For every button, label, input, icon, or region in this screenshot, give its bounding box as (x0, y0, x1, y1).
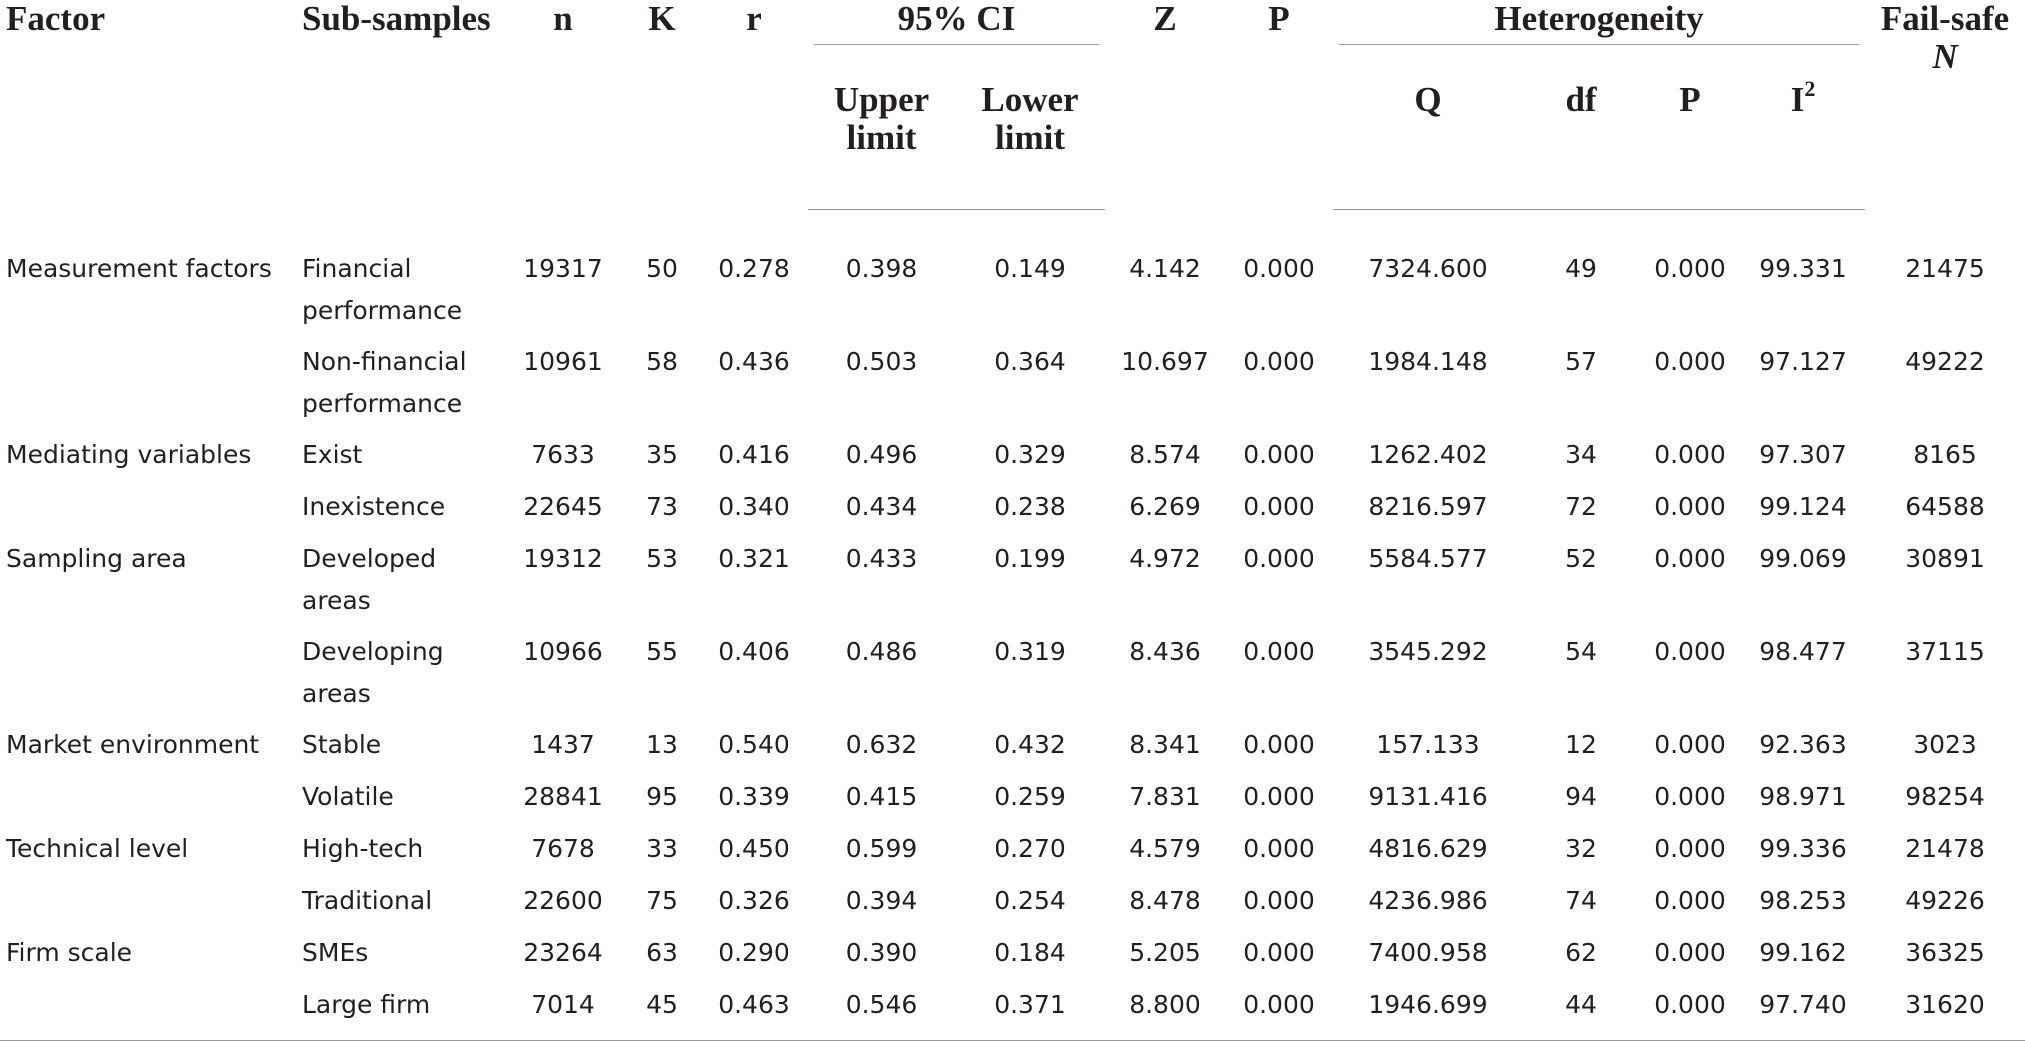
cell-n: 1437 (531, 729, 595, 759)
cell-q: 5584.577 (1368, 543, 1488, 573)
cell-ci-upper: 0.632 (845, 729, 918, 759)
table-row (0, 932, 2025, 984)
header-n: n (553, 0, 573, 38)
cell-p: 0.000 (1243, 885, 1315, 915)
cell-ci-upper: 0.394 (845, 885, 918, 915)
cell-ci-lower: 0.371 (955, 984, 1105, 1041)
cell-subsample: Volatile (302, 781, 394, 811)
cell-q: 9131.416 (1368, 781, 1488, 811)
cell-factor (0, 486, 296, 538)
header-ci (808, 0, 1105, 45)
cell-failsafe-n: 31620 (1865, 984, 2025, 1041)
cell-het-p: 0.000 (1654, 254, 1726, 283)
cell-z: 10.697 (1121, 346, 1209, 376)
header-r: r (746, 0, 762, 38)
header-failsafe (1865, 0, 2025, 210)
cell-r: 0.406 (718, 636, 790, 666)
table-row (0, 828, 2025, 880)
cell-i2: 98.253 (1759, 885, 1847, 915)
cell-factor: Sampling area (6, 543, 187, 573)
cell-ci-upper: 0.503 (845, 346, 918, 376)
cell-p: 0.000 (1225, 984, 1333, 1041)
cell-factor (0, 984, 296, 1041)
cell-subsample: Inexistence (302, 491, 446, 521)
cell-k: 58 (646, 346, 678, 376)
cell-het-p: 0.000 (1654, 781, 1726, 811)
header-ci-label: 95% CI (814, 0, 1099, 45)
cell-ci-upper: 0.486 (845, 636, 918, 666)
cell-df: 57 (1565, 346, 1597, 376)
cell-p: 0.000 (1243, 346, 1315, 376)
cell-subsample: Large firm (296, 984, 502, 1041)
header-i2-base: I (1790, 80, 1805, 119)
cell-k: 55 (646, 636, 678, 666)
cell-het-p: 0.000 (1654, 636, 1726, 666)
cell-r: 0.321 (718, 543, 790, 573)
header-heterogeneity (1333, 0, 1865, 45)
cell-subsample: SMEs (302, 937, 369, 967)
cell-factor: Firm scale (6, 937, 133, 967)
header-ci-upper: Upper limit (808, 45, 955, 210)
cell-k: 75 (646, 885, 678, 915)
cell-p: 0.000 (1243, 636, 1315, 666)
cell-subsample: Traditional (302, 885, 433, 915)
cell-df: 62 (1565, 937, 1597, 967)
cell-df: 44 (1523, 984, 1639, 1041)
header-het-p: P (1639, 45, 1741, 210)
cell-subsample: Financial performance (302, 253, 463, 325)
cell-k: 35 (646, 439, 678, 469)
cell-subsample: High-tech (302, 833, 424, 863)
cell-z: 8.574 (1129, 439, 1201, 469)
cell-subsample: Non-financial performance (302, 346, 467, 418)
cell-k: 95 (646, 781, 678, 811)
cell-r: 0.326 (718, 885, 790, 915)
cell-p: 0.000 (1243, 253, 1315, 283)
cell-factor (0, 776, 296, 828)
cell-het-p: 0.000 (1654, 729, 1726, 759)
header-q: Q (1333, 45, 1523, 210)
cell-i2: 98.477 (1759, 636, 1847, 666)
cell-ci-lower: 0.149 (994, 254, 1066, 283)
header-ci-lower: Lower limit (955, 45, 1105, 210)
cell-failsafe-n: 3023 (1913, 729, 1977, 759)
header-p: P (1268, 0, 1290, 38)
cell-n: 28841 (523, 781, 603, 811)
cell-failsafe-n: 8165 (1913, 439, 1977, 469)
cell-ci-upper: 0.434 (845, 491, 918, 521)
cell-i2: 99.331 (1759, 254, 1847, 283)
cell-q: 1262.402 (1368, 439, 1488, 469)
cell-factor (0, 880, 296, 932)
cell-p: 0.000 (1243, 439, 1315, 469)
cell-ci-lower: 0.364 (994, 346, 1066, 376)
table-row (0, 210, 2025, 341)
cell-het-p: 0.000 (1639, 984, 1741, 1041)
cell-k: 53 (646, 543, 678, 573)
table-row (0, 434, 2025, 486)
cell-het-p: 0.000 (1654, 543, 1726, 573)
cell-q: 7324.600 (1368, 254, 1488, 283)
cell-i2: 97.307 (1759, 439, 1847, 469)
cell-i2: 98.971 (1759, 781, 1847, 811)
cell-r: 0.290 (718, 937, 790, 967)
header-failsafe-n: N (1932, 37, 1958, 76)
cell-z: 4.142 (1129, 253, 1201, 283)
cell-n: 19317 (523, 253, 603, 283)
cell-z: 8.436 (1129, 636, 1201, 666)
table-row (0, 880, 2025, 932)
cell-i2: 99.336 (1759, 833, 1847, 863)
table-row (0, 631, 2025, 724)
header-i2 (1741, 45, 1865, 210)
cell-p: 0.000 (1243, 491, 1315, 521)
cell-r: 0.416 (718, 439, 790, 469)
cell-failsafe-n: 36325 (1905, 937, 1985, 967)
cell-r: 0.339 (718, 781, 790, 811)
cell-het-p: 0.000 (1654, 491, 1726, 521)
cell-factor: Technical level (6, 833, 189, 863)
cell-n: 22600 (523, 885, 603, 915)
cell-n: 10961 (523, 346, 603, 376)
cell-df: 34 (1565, 439, 1597, 469)
cell-subsample: Stable (302, 729, 382, 759)
cell-z: 4.972 (1129, 543, 1201, 573)
cell-factor: Measurement factors (6, 253, 272, 283)
cell-failsafe-n: 98254 (1905, 781, 1985, 811)
header-factor: Factor (6, 0, 106, 38)
cell-r: 0.436 (718, 346, 790, 376)
table-row (0, 341, 2025, 434)
table-row (0, 538, 2025, 631)
cell-n: 7678 (531, 833, 595, 863)
cell-het-p: 0.000 (1654, 833, 1726, 863)
header-heterogeneity-label: Heterogeneity (1339, 0, 1859, 45)
cell-i2: 99.124 (1759, 491, 1847, 521)
cell-het-p: 0.000 (1654, 439, 1726, 469)
cell-k: 33 (646, 833, 678, 863)
cell-z: 8.800 (1105, 984, 1225, 1041)
header-failsafe-label: Fail-safe (1880, 0, 2010, 38)
cell-failsafe-n: 21475 (1905, 253, 1985, 283)
cell-z: 6.269 (1129, 491, 1201, 521)
cell-i2: 97.127 (1759, 346, 1847, 376)
cell-ci-upper: 0.415 (845, 781, 918, 811)
cell-ci-upper: 0.398 (845, 254, 918, 283)
cell-df: 72 (1565, 491, 1597, 521)
cell-q: 3545.292 (1368, 636, 1488, 666)
table-row (0, 486, 2025, 538)
cell-df: 94 (1565, 781, 1597, 811)
cell-k: 73 (646, 491, 678, 521)
cell-ci-lower: 0.238 (994, 491, 1066, 521)
cell-n: 10966 (523, 636, 603, 666)
cell-ci-lower: 0.319 (994, 636, 1066, 666)
cell-q: 8216.597 (1368, 491, 1488, 521)
cell-p: 0.000 (1243, 781, 1315, 811)
header-df: df (1523, 45, 1639, 210)
cell-het-p: 0.000 (1654, 346, 1726, 376)
cell-i2: 99.162 (1759, 937, 1847, 967)
cell-ci-lower: 0.184 (994, 937, 1066, 967)
cell-z: 4.579 (1129, 833, 1201, 863)
cell-q: 4236.986 (1368, 885, 1488, 915)
cell-df: 32 (1565, 833, 1597, 863)
cell-k: 50 (646, 253, 678, 283)
cell-failsafe-n: 49222 (1905, 346, 1985, 376)
cell-n: 7633 (531, 439, 595, 469)
cell-factor: Mediating variables (6, 439, 252, 469)
cell-failsafe-n: 21478 (1905, 833, 1985, 863)
cell-failsafe-n: 64588 (1905, 491, 1985, 521)
cell-p: 0.000 (1243, 937, 1315, 967)
cell-q: 1946.699 (1333, 984, 1523, 1041)
cell-ci-lower: 0.254 (994, 885, 1066, 915)
header-z: Z (1153, 0, 1177, 38)
cell-df: 52 (1565, 543, 1597, 573)
cell-failsafe-n: 30891 (1905, 543, 1985, 573)
cell-r: 0.540 (718, 729, 790, 759)
cell-n: 22645 (523, 491, 603, 521)
cell-p: 0.000 (1243, 833, 1315, 863)
table-row (0, 984, 2025, 1041)
cell-ci-upper: 0.433 (845, 543, 918, 573)
cell-n: 7014 (502, 984, 624, 1041)
cell-ci-upper: 0.496 (845, 439, 918, 469)
header-subsamples: Sub-samples (302, 0, 491, 38)
cell-ci-lower: 0.270 (994, 833, 1066, 863)
cell-k: 13 (646, 729, 678, 759)
header-k: K (648, 0, 676, 38)
header-i2-sup: 2 (1804, 76, 1816, 102)
cell-p: 0.000 (1243, 543, 1315, 573)
cell-i2: 92.363 (1759, 729, 1847, 759)
cell-ci-upper: 0.390 (845, 937, 918, 967)
cell-subsample: Developed areas (302, 543, 437, 615)
cell-q: 4816.629 (1368, 833, 1488, 863)
cell-df: 74 (1565, 885, 1597, 915)
cell-p: 0.000 (1243, 729, 1315, 759)
cell-r: 0.340 (718, 491, 790, 521)
cell-df: 54 (1565, 636, 1597, 666)
cell-n: 19312 (523, 543, 603, 573)
cell-failsafe-n: 37115 (1905, 636, 1985, 666)
cell-z: 8.478 (1129, 885, 1201, 915)
cell-q: 7400.958 (1368, 937, 1488, 967)
cell-r: 0.278 (718, 253, 790, 283)
cell-n: 23264 (523, 937, 603, 967)
cell-factor: Market environment (6, 729, 260, 759)
cell-failsafe-n: 49226 (1905, 885, 1985, 915)
cell-factor (0, 341, 296, 434)
cell-subsample: Exist (302, 439, 363, 469)
cell-z: 5.205 (1129, 937, 1201, 967)
cell-ci-lower: 0.259 (994, 781, 1066, 811)
cell-z: 8.341 (1129, 729, 1201, 759)
cell-ci-lower: 0.329 (994, 439, 1066, 469)
cell-q: 157.133 (1376, 729, 1480, 759)
cell-r: 0.450 (718, 833, 790, 863)
cell-k: 63 (646, 937, 678, 967)
cell-subsample: Developing areas (302, 636, 444, 708)
cell-ci-lower: 0.432 (994, 729, 1066, 759)
cell-i2: 99.069 (1759, 543, 1847, 573)
cell-df: 49 (1565, 254, 1597, 283)
cell-het-p: 0.000 (1654, 885, 1726, 915)
cell-factor (0, 631, 296, 724)
cell-het-p: 0.000 (1654, 937, 1726, 967)
table-row (0, 724, 2025, 776)
cell-i2: 97.740 (1741, 984, 1865, 1041)
cell-r: 0.463 (700, 984, 808, 1041)
cell-df: 12 (1565, 729, 1597, 759)
cell-q: 1984.148 (1368, 346, 1488, 376)
cell-ci-upper: 0.546 (808, 984, 955, 1041)
cell-z: 7.831 (1129, 781, 1201, 811)
table-row (0, 776, 2025, 828)
cell-ci-lower: 0.199 (994, 543, 1066, 573)
cell-ci-upper: 0.599 (845, 833, 918, 863)
cell-k: 45 (624, 984, 700, 1041)
